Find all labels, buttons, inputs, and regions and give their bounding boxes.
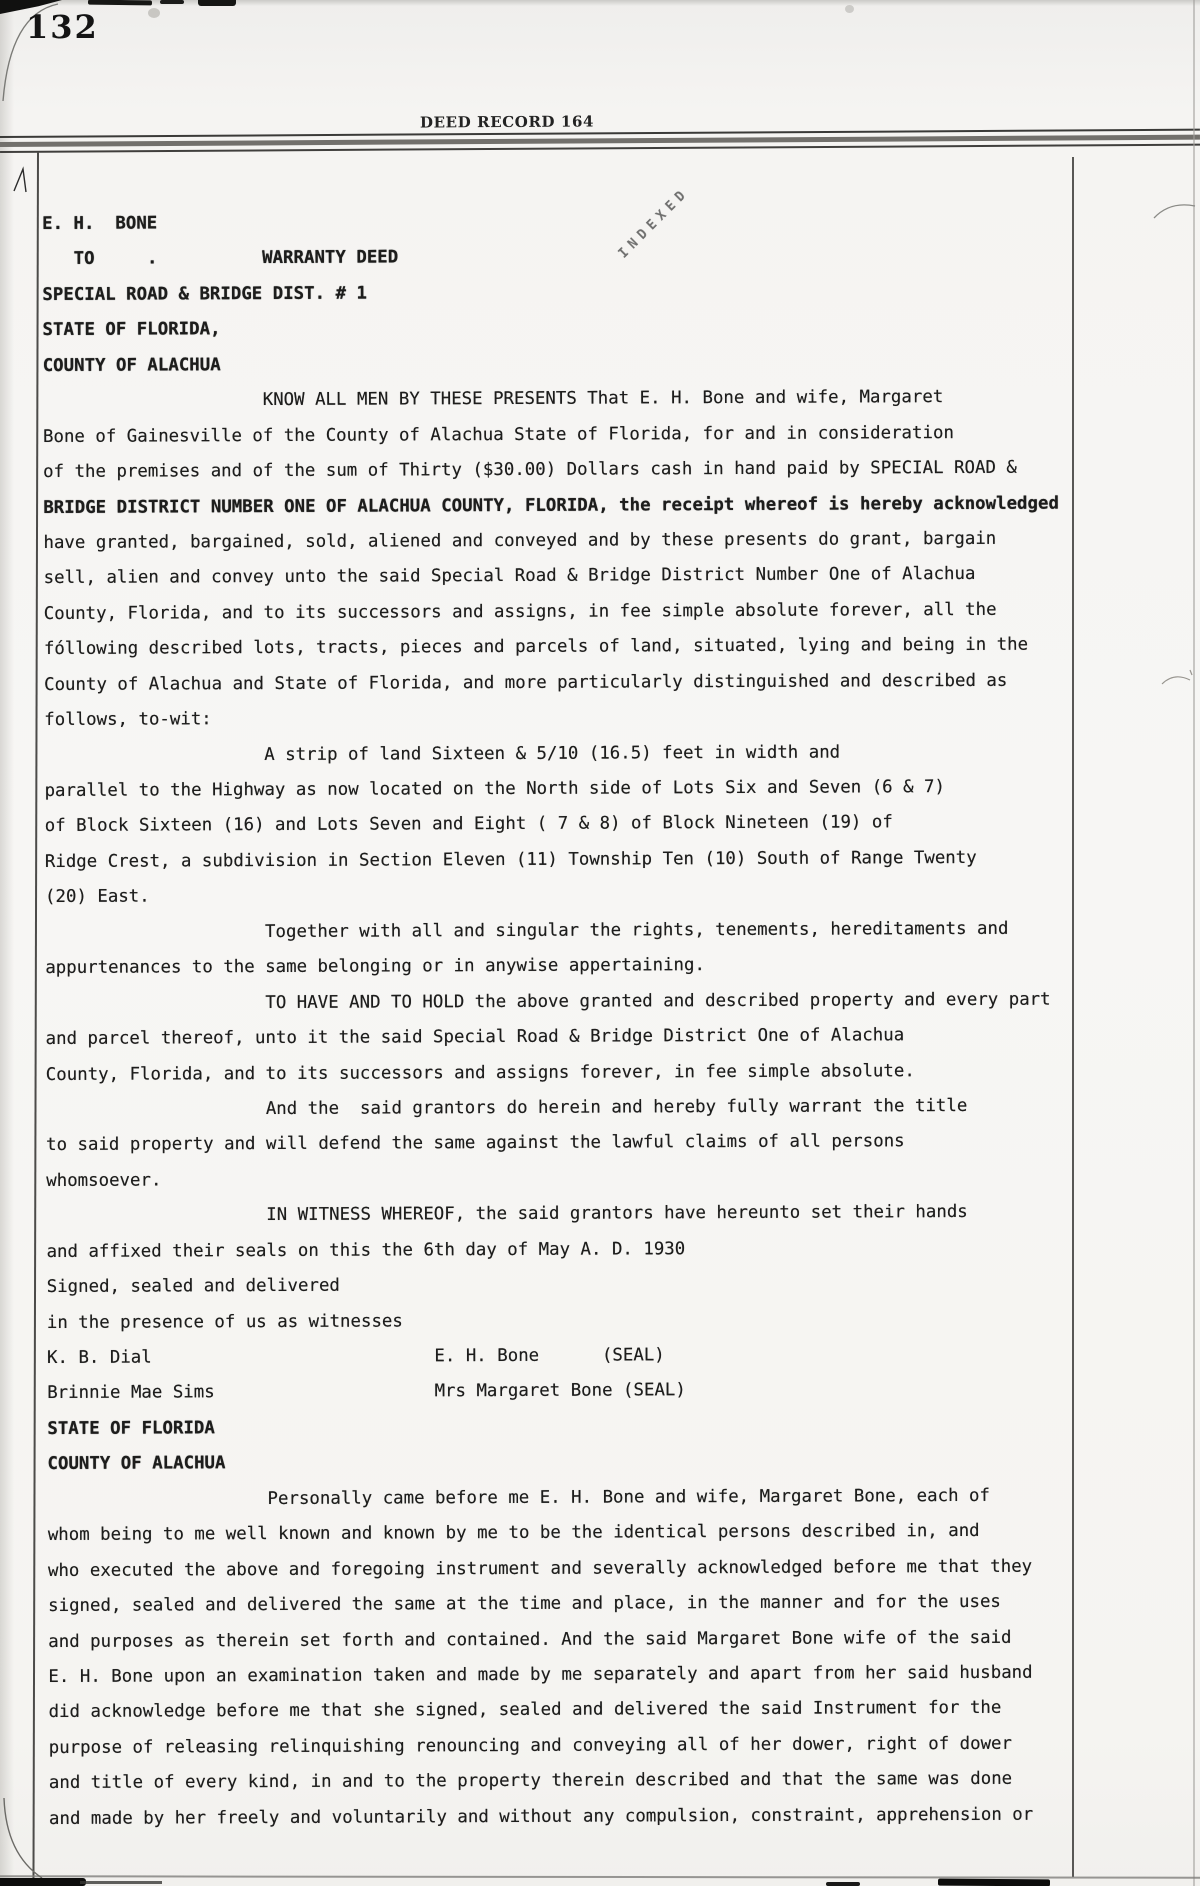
page-curl-bottom-left — [0, 1796, 46, 1884]
document-line: A strip of land Sixteen & 5/10 (16.5) feet in width and — [44, 742, 841, 766]
document-line: Brinnie Mae Sims Mrs Margaret Bone (SEAL) — [47, 1380, 686, 1404]
document-line: Ridge Crest, a subdivision in Section Eleven (11) Township Ten (10) South of Range Twenty — [44, 847, 977, 872]
document-line: follows, to-wit: — [44, 709, 212, 731]
scan-dot-2 — [845, 5, 854, 13]
document-line: and affixed their seals on this the 6th day of May A. D. 1930 — [46, 1238, 686, 1262]
document-line: sell, alien and convey unto the said Special Road & Bridge District Number One of Alachua — [43, 564, 976, 589]
document-line: purpose of releasing relinquishing renouncing and conveying all of her dower, right of dower — [48, 1733, 1013, 1758]
document-line: of the premises and of the sum of Thirty ($30.00) Dollars cash in hand paid by SPECIAL ROAD & — [43, 457, 1017, 483]
document-line: (20) East. — [44, 886, 150, 908]
document-line: TO HAVE AND TO HOLD the above granted and described property and every part — [45, 989, 1051, 1014]
header-double-rule — [0, 129, 1200, 156]
document-line: and title of every kind, in and to the property therein described and that the same was done — [48, 1769, 1013, 1794]
document-line: TO . WARRANTY DEED — [42, 247, 399, 270]
document-line: appurtenances to the same belonging or in anywise appertaining. — [45, 955, 705, 979]
document-line: whomsoever. — [46, 1170, 162, 1191]
document-line: Bone of Gainesville of the County of Alachua State of Florida, for and in consideration — [42, 422, 954, 447]
document-line: who executed the above and foregoing instrument and severally acknowledged before me that they — [47, 1556, 1033, 1581]
header-title: DEED RECORD 164 — [419, 112, 595, 132]
deed-text — [42, 202, 1149, 1837]
document-line: County, Florida, and to its successors and assigns forever, in fee simple absolute. — [45, 1060, 915, 1085]
left-edge-shadow — [0, 0, 14, 1886]
document-line: STATE OF FLORIDA — [47, 1418, 215, 1439]
scan-dot-1 — [148, 8, 160, 18]
document-line: parallel to the Highway as now located on the North side of Lots Six and Seven (6 & 7) — [44, 777, 946, 801]
document-line: KNOW ALL MEN BY THESE PRESENTS That E. H. Bone and wife, Margaret — [42, 387, 944, 412]
scan-smudge-bottom-left-tail — [80, 1881, 162, 1884]
document-line: signed, sealed and delivered the same at the time and place, in the manner and for the uses — [48, 1591, 1001, 1617]
document-line: and parcel thereof, unto it the said Special Road & Bridge District One of Alachua — [45, 1025, 905, 1050]
scan-smudge-top-2 — [160, 0, 184, 4]
document-line: STATE OF FLORIDA, — [42, 319, 221, 341]
document-line: COUNTY OF ALACHUA — [47, 1453, 226, 1475]
document-line: have granted, bargained, sold, aliened and conveyed and by these presents do grant, bargain — [43, 528, 997, 553]
document-line: Together with all and singular the rights, tenements, hereditaments and — [45, 918, 1009, 943]
document-line: of Block Sixteen (16) and Lots Seven and Eight ( 7 & 8) of Block Nineteen (19) of — [44, 812, 893, 837]
indexed-stamp: INDEXED — [615, 185, 693, 262]
document-line: fóllowing described lots, tracts, pieces and parcels of land, situated, lying and being in the — [43, 634, 1029, 660]
document-line: in the presence of us as witnesses — [46, 1310, 403, 1333]
page-number: 132 — [26, 8, 99, 46]
margin-tick-mark — [12, 166, 32, 194]
document-line: to said property and will defend the same against the lawful claims of all persons — [46, 1131, 905, 1156]
document-line: whom being to me well known and known by me to be the identical persons described in, and — [47, 1521, 980, 1546]
document-line: did acknowledge before me that she signed, sealed and delivered the said Instrument for the — [48, 1698, 1002, 1723]
left-margin-rule — [32, 152, 39, 1880]
document-line: IN WITNESS WHEREOF, the said grantors have hereunto set their hands — [46, 1202, 968, 1227]
page-curl-top-right — [1152, 198, 1198, 222]
document-line: E. H. Bone upon an examination taken and made by me separately and apart from her said husband — [48, 1662, 1033, 1687]
document-line: Signed, sealed and delivered — [46, 1275, 340, 1298]
scan-smudge-top-1 — [88, 0, 152, 5]
document-line: Personally came before me E. H. Bone and wife, Margaret Bone, each of — [47, 1485, 990, 1510]
document-line: COUNTY OF ALACHUA — [42, 354, 221, 376]
scan-curl-right — [1160, 668, 1194, 694]
scan-smudge-bottom-2 — [938, 1879, 1050, 1886]
page-edge-line — [1193, 0, 1195, 1886]
document-line: K. B. Dial E. H. Bone (SEAL) — [46, 1345, 665, 1368]
document-line: and purposes as therein set forth and contained. And the said Margaret Bone wife of the said — [48, 1627, 1012, 1652]
document-line: And the said grantors do herein and hereby fully warrant the title — [45, 1095, 968, 1120]
document-line: E. H. BONE — [42, 213, 158, 234]
document-line: and made by her freely and voluntarily and without any compulsion, constraint, apprehension or — [48, 1804, 1034, 1829]
document-line: County of Alachua and State of Florida, and more particularly distinguished and described as — [44, 670, 1008, 695]
document-line: SPECIAL ROAD & BRIDGE DIST. # 1 — [42, 283, 368, 305]
scan-smudge-bottom-1 — [826, 1882, 860, 1886]
scan-smudge-bottom-left — [0, 1878, 86, 1886]
scan-smudge-top-3 — [198, 0, 236, 6]
document-line: BRIDGE DISTRICT NUMBER ONE OF ALACHUA COUNTY, FLORIDA, the receipt whereof is hereby acknowledged — [43, 493, 1059, 518]
document-line: County, Florida, and to its successors and assigns, in fee simple absolute forever, all the — [43, 599, 997, 624]
